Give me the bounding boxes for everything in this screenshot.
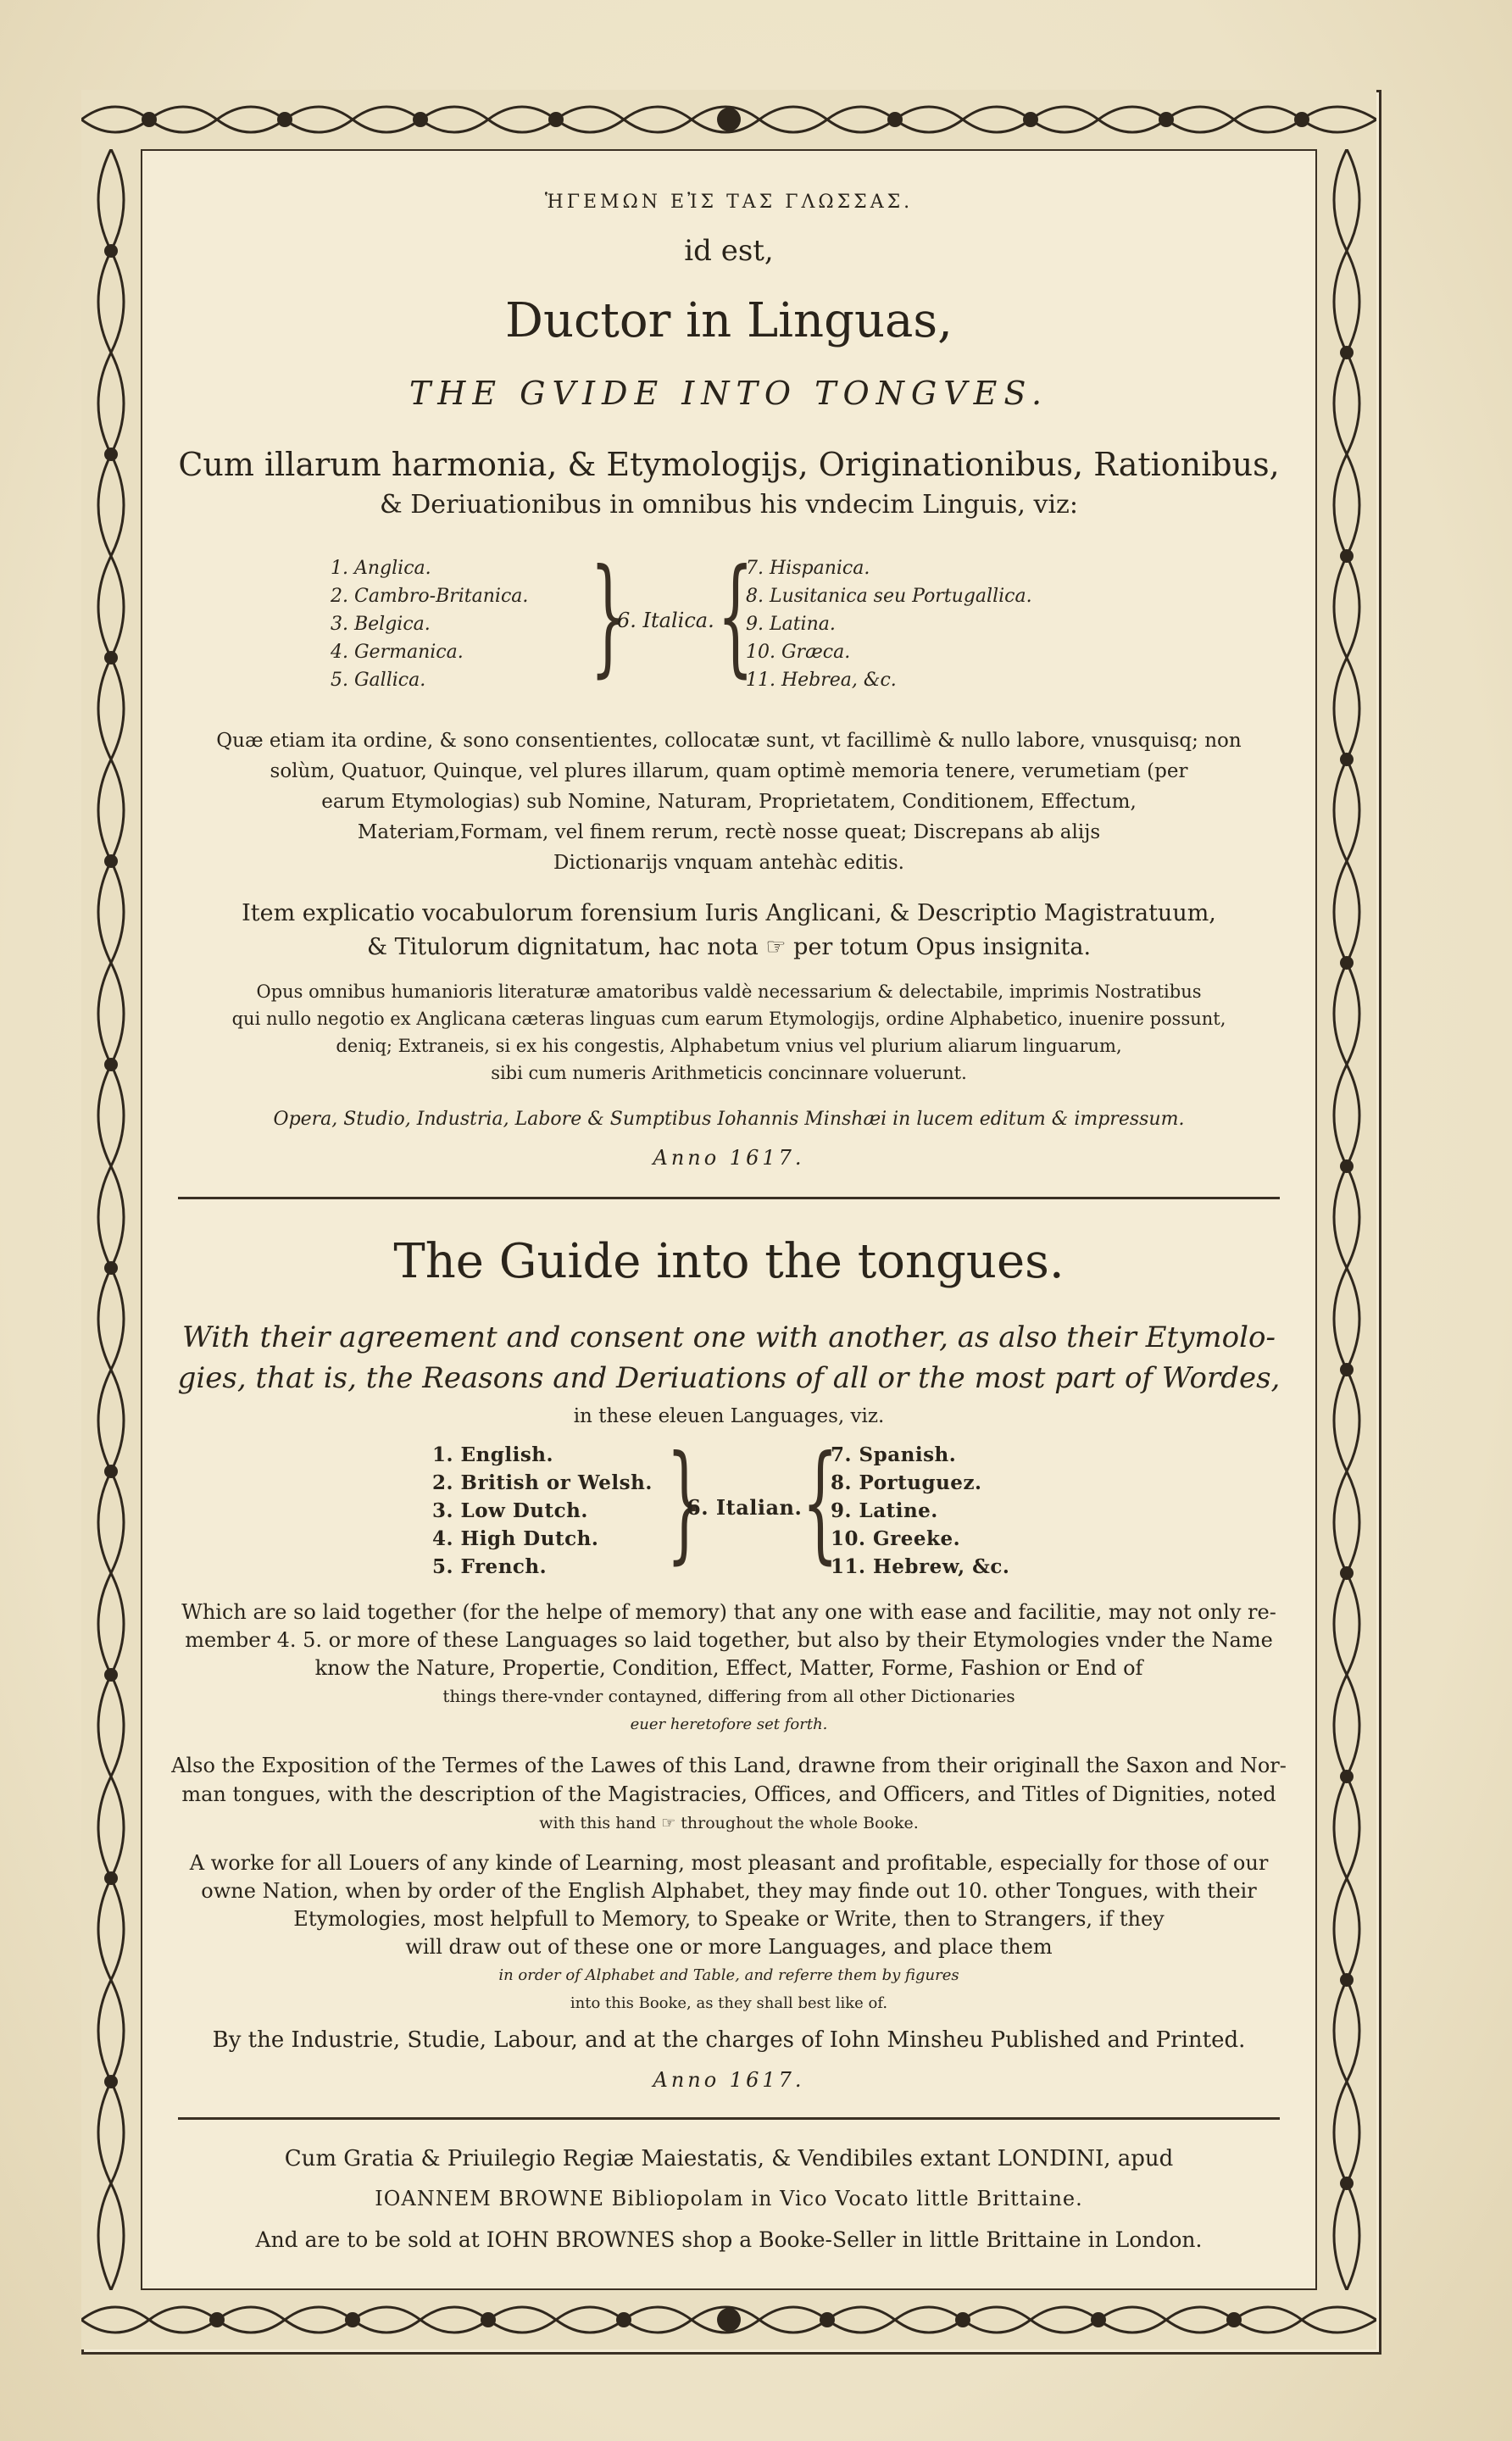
language-item: 2. British or Welsh.	[432, 1471, 653, 1494]
english-paragraph-1: Which are so laid together (for the helpe of memory) that any one with ease and facilitie, may not only re- member 4. 5. or more of these Languages so laid together, but also by their Etymologies vnder the Name know the Nature, Propertie, Condition, Effect, Matter, Forme, Fashion or End of things there-vnder contayned, differing from all other Dictionaries euer heretofore set forth.	[181, 1600, 1276, 1733]
harmony-line-1: Cum illarum harmonia, & Etymologijs, Originationibus, Rationibus,	[178, 446, 1280, 483]
language-item: 4. High Dutch.	[432, 1527, 599, 1550]
latin-subtitle: THE GVIDE INTO TONGVES.	[409, 375, 1049, 412]
harmony-line-2: & Deriuationibus in omnibus his vndecim Linguis, viz:	[380, 490, 1078, 520]
id-est-line: id est,	[684, 234, 774, 268]
language-item: 5. Gallica.	[331, 670, 426, 691]
brace-left: }	[666, 1429, 703, 1576]
latin-paragraph-1: Quæ etiam ita ordine, & sono consentientes, collocatæ sunt, vt facillimè & nullo labore, vnusquisq; non solùm, Quatuor, Quinque, vel plures illarum, quam optimè memoria tenere, verumetiam (per earum Etymologias) sub Nomine, Naturam, Proprietatem, Conditionem, Effectum, Materiam,Formam, vel finem rerum, rectè nosse queat; Discrepans ab alijs Dictionarijs vnquam antehàc editis.	[216, 730, 1242, 874]
english-anno: Anno 1617.	[653, 2068, 805, 2092]
language-item: 8. Lusitanica seu Portugallica.	[746, 586, 1032, 607]
language-item: 3. Low Dutch.	[432, 1499, 588, 1522]
right-ornament-band	[1317, 149, 1376, 2290]
imprint-line-1: Cum Gratia & Priuilegio Regiæ Maiestatis, & Vendibiles extant LONDINI, apud	[284, 2146, 1174, 2171]
english-agreement-line-3: in these eleuen Languages, viz.	[573, 1405, 885, 1427]
brace-right: {	[717, 542, 754, 690]
language-item: 9. Latine.	[831, 1499, 938, 1522]
section-divider	[178, 1197, 1280, 1199]
language-item: 5. French.	[432, 1555, 548, 1578]
latin-language-list-right	[746, 554, 1032, 694]
language-item: 1. English.	[432, 1443, 554, 1466]
bottom-ornament-band	[81, 2290, 1376, 2349]
latin-paragraph-3: Opus omnibus humanioris literaturæ amatoribus valdè necessarium & delectabile, imprimis Nostratibus qui nullo negotio ex Anglicana cæteras linguas cum earum Etymologijs, ordine Alphabetico, inuenire possunt, deniq; Extraneis, si ex his congestis, Alphabetum vnius vel plurium aliarum linguarum, sibi cum numeris Arithmeticis concinnare voluerunt.	[231, 981, 1226, 1083]
latin-anno: Anno 1617.	[653, 1146, 805, 1170]
imprint-line-2: IOANNEM BROWNE Bibliopolam in Vico Vocato little Brittaine.	[375, 2187, 1083, 2210]
latin-title: Ductor in Linguas,	[505, 293, 953, 348]
latin-language-middle: 6. Italica.	[617, 609, 714, 632]
brace-right: {	[802, 1429, 839, 1576]
language-item: 10. Græca.	[746, 642, 851, 663]
language-item: 11. Hebrea, &c.	[746, 670, 897, 691]
language-item: 9. Latina.	[746, 614, 836, 635]
imprint-line-3: And are to be sold at IOHN BROWNES shop a Booke-Seller in little Brittaine in London.	[255, 2227, 1203, 2252]
english-language-list-left	[432, 1441, 653, 1581]
latin-opera-line: Opera, Studio, Industria, Labore & Sumptibus Iohannis Minshæi in lucem editum & impressum.	[273, 1109, 1185, 1130]
english-language-middle: 6. Italian.	[687, 1495, 803, 1520]
english-paragraph-2: Also the Exposition of the Termes of the Lawes of this Land, drawne from their originall the Saxon and Nor- man tongues, with the description of the Magistracies, Offices, and Officers, and Titles of Dignities, noted with this hand ☞ throughout the whole Booke.	[171, 1754, 1287, 1832]
language-item: 11. Hebrew, &c.	[831, 1555, 1010, 1578]
english-language-list-right	[831, 1441, 1009, 1581]
imprint-divider	[178, 2117, 1280, 2120]
language-item: 10. Greeke.	[831, 1527, 961, 1550]
english-title: The Guide into the tongues.	[393, 1234, 1065, 1289]
language-item: 3. Belgica.	[331, 614, 431, 635]
language-item: 2. Cambro-Britanica.	[331, 586, 529, 607]
top-ornament-band	[81, 90, 1376, 149]
language-item: 7. Spanish.	[831, 1443, 957, 1466]
greek-heading: ἩΓΕΜΩΝ ΕἸΣ ΤΑΣ ΓΛΩΣΣΑΣ.	[544, 192, 914, 213]
brace-left: }	[590, 542, 627, 690]
english-agreement: With their agreement and consent one with another, as also their Etymolo- gies, that is, the Reasons and Deriuations of all or the most part of Wordes,	[177, 1321, 1281, 1395]
language-item: 1. Anglica.	[331, 558, 431, 579]
latin-language-list-left	[331, 554, 528, 694]
left-ornament-band	[81, 149, 141, 2290]
language-item: 4. Germanica.	[331, 642, 464, 663]
language-item: 7. Hispanica.	[746, 558, 870, 579]
latin-paragraph-2: Item explicatio vocabulorum forensium Iuris Anglicani, & Descriptio Magistratuum, & Titulorum dignitatum, hac nota ☞ per totum Opus insignita.	[242, 900, 1216, 960]
language-item: 8. Portuguez.	[831, 1471, 982, 1494]
english-paragraph-3: A worke for all Louers of any kinde of Learning, most pleasant and profitable, especially for those of our owne Nation, when by order of the English Alphabet, they may finde out 10. other Tongues, with their Etymologies, most helpfull to Memory, to Speake or Write, then to Strangers, if they will draw out of these one or more Languages, and place them in order of Alphabet and Table, and referre them by figures into this Booke, as they shall best like of.	[189, 1851, 1269, 2012]
english-industry-line: By the Industrie, Studie, Labour, and at the charges of Iohn Minsheu Published and Printed.	[212, 2027, 1246, 2053]
